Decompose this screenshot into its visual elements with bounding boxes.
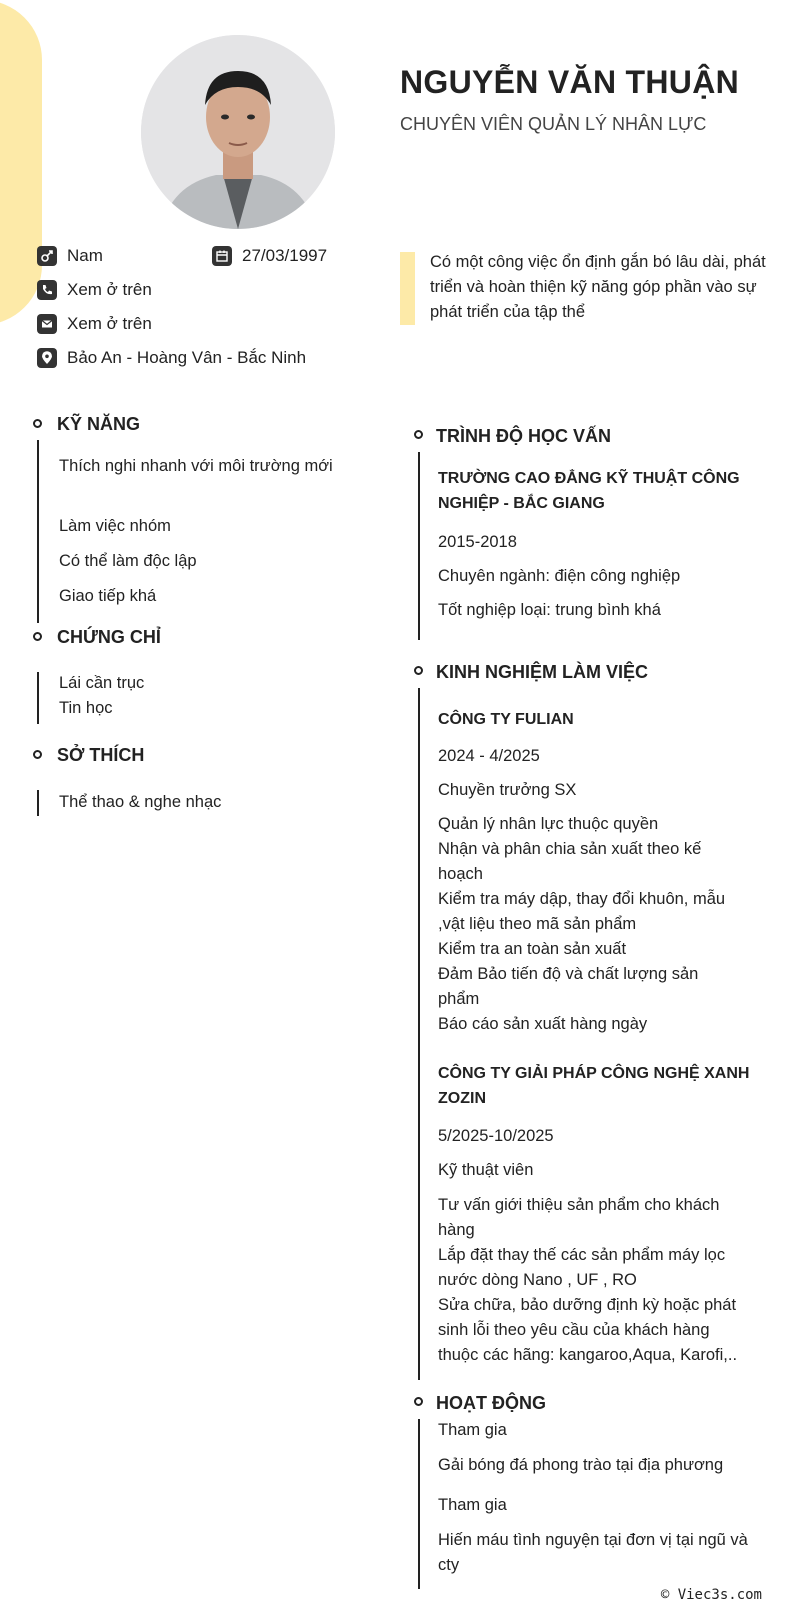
contact-phone xyxy=(37,280,152,300)
candidate-name: NGUYỄN VĂN THUẬN xyxy=(400,64,740,100)
activity-detail: Hiến máu tình nguyện tại đơn vị tại ngũ và cty xyxy=(438,1531,748,1574)
activity-label: Tham gia xyxy=(438,1421,507,1439)
education-major: Chuyên ngành: điện công nghiệp xyxy=(438,567,681,585)
contact-address xyxy=(37,348,306,368)
hobby-item: Thể thao & nghe nhạc xyxy=(59,793,222,811)
job-period: 5/2025-10/2025 xyxy=(438,1127,554,1145)
contact-birthday xyxy=(212,246,327,266)
job-position: Kỹ thuật viên xyxy=(438,1161,534,1179)
timeline-skills xyxy=(37,440,39,623)
section-title-education: TRÌNH ĐỘ HỌC VẤN xyxy=(436,426,611,446)
timeline-certificates xyxy=(37,672,39,724)
contact-gender xyxy=(37,246,103,266)
timeline-activities xyxy=(418,1419,420,1589)
section-dot-certificates xyxy=(33,632,42,641)
section-dot-experience xyxy=(414,666,423,675)
section-dot-skills xyxy=(33,419,42,428)
gender-icon xyxy=(37,246,57,266)
section-title-certificates: CHỨNG CHỈ xyxy=(57,627,161,647)
address-value: Bảo An - Hoàng Vân - Bắc Ninh xyxy=(67,348,307,367)
section-dot-education xyxy=(414,430,423,439)
email-value[interactable]: Xem ở trên xyxy=(67,314,152,333)
job-duty: Quản lý nhân lực thuộc quyền xyxy=(438,815,659,833)
job-period: 2024 - 4/2025 xyxy=(438,747,540,765)
job-duty: Kiểm tra an toàn sản xuất xyxy=(438,940,627,958)
section-title-activities: HOẠT ĐỘNG xyxy=(436,1393,546,1413)
job-duty: Báo cáo sản xuất hàng ngày xyxy=(438,1015,648,1033)
avatar-photo xyxy=(141,35,335,229)
contact-email xyxy=(37,314,152,334)
job-duty: Sửa chữa, bảo dưỡng định kỳ hoặc phát sinh lỗi theo yêu cầu của khách hàng thuộc các hãng: kangaroo,Aqua, Karofi,.. xyxy=(438,1296,738,1364)
job-duty: Kiểm tra máy dập, thay đổi khuôn, mẫu ,vật liệu theo mã sản phẩm xyxy=(438,890,726,933)
timeline-education xyxy=(418,452,420,640)
timeline-experience xyxy=(418,688,420,1380)
decorative-accent-arc xyxy=(0,0,42,325)
education-period: 2015-2018 xyxy=(438,533,517,551)
timeline-hobbies xyxy=(37,790,39,816)
certificate-item: Tin học xyxy=(59,699,113,717)
education-school: TRƯỜNG CAO ĐẲNG KỸ THUẬT CÔNG NGHIỆP - BẮC GIANG xyxy=(438,470,740,512)
skill-item: Giao tiếp khá xyxy=(59,587,157,605)
email-icon xyxy=(37,314,57,334)
avatar xyxy=(141,35,335,229)
objective-accent-bar xyxy=(400,252,415,325)
calendar-icon xyxy=(212,246,232,266)
phone-icon xyxy=(37,280,57,300)
location-icon xyxy=(37,348,57,368)
gender-value: Nam xyxy=(67,246,103,265)
job-duty: Nhận và phân chia sản xuất theo kế hoạch xyxy=(438,840,702,883)
section-title-skills: KỸ NĂNG xyxy=(57,414,141,434)
section-title-hobbies: SỞ THÍCH xyxy=(57,745,145,765)
section-dot-activities xyxy=(414,1397,423,1406)
skill-item: Làm việc nhóm xyxy=(59,517,171,535)
education-grade: Tốt nghiệp loại: trung bình khá xyxy=(438,601,661,619)
watermark: © Viec3s.com xyxy=(660,1587,762,1603)
career-objective: Có một công việc ổn định gắn bó lâu dài, phát triển và hoàn thiện kỹ năng góp phần vào sự phát triển của tập thể xyxy=(430,253,766,321)
phone-value[interactable]: Xem ở trên xyxy=(67,280,152,299)
skill-item: Có thể làm độc lập xyxy=(59,552,197,570)
job-title: CHUYÊN VIÊN QUẢN LÝ NHÂN LỰC xyxy=(400,114,707,134)
job-company: CÔNG TY GIẢI PHÁP CÔNG NGHỆ XANH ZOZIN xyxy=(438,1065,750,1107)
job-duty: Đảm Bảo tiến độ và chất lượng sản phẩm xyxy=(438,965,699,1008)
job-duty: Tư vấn giới thiệu sản phẩm cho khách hàng xyxy=(438,1196,720,1239)
activity-label: Tham gia xyxy=(438,1496,507,1514)
activity-detail: Gải bóng đá phong trào tại địa phương xyxy=(438,1456,724,1474)
section-title-experience: KINH NGHIỆM LÀM VIỆC xyxy=(436,662,649,682)
skill-item: Thích nghi nhanh với môi trường mới xyxy=(59,457,333,475)
job-company: CÔNG TY FULIAN xyxy=(438,711,574,728)
certificate-item: Lái cần trục xyxy=(59,674,145,692)
section-dot-hobbies xyxy=(33,750,42,759)
job-duty: Lắp đặt thay thế các sản phẩm máy lọc nước dòng Nano , UF , RO xyxy=(438,1246,726,1289)
job-position: Chuyền trưởng SX xyxy=(438,781,577,799)
birthday-value: 27/03/1997 xyxy=(242,246,328,265)
